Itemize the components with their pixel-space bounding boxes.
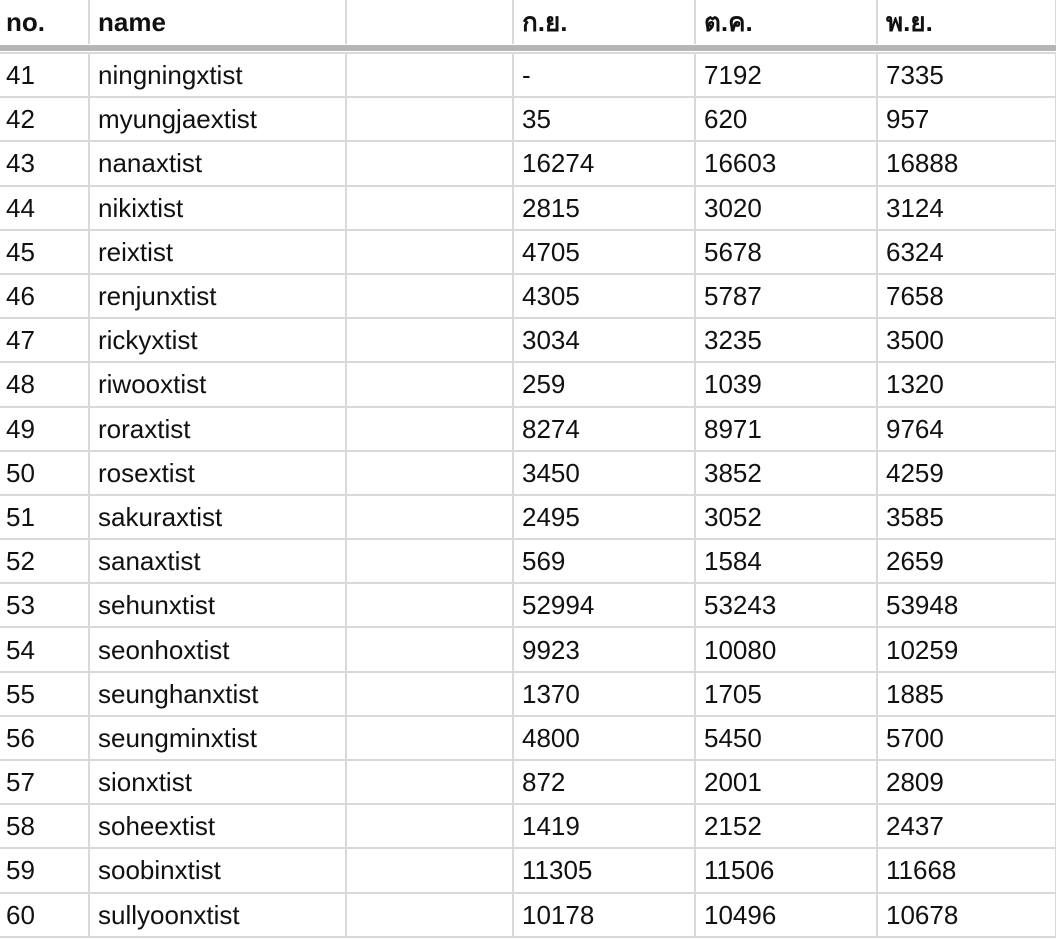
cell-name[interactable]: nanaxtist: [89, 141, 346, 185]
cell-november[interactable]: 3585: [877, 495, 1056, 539]
table-row: [0, 848, 1056, 892]
cell-october[interactable]: 1705: [695, 672, 877, 716]
cell-october[interactable]: 53243: [695, 583, 877, 627]
header-cell-blank[interactable]: [346, 0, 513, 44]
table-row: [0, 362, 1056, 406]
cell-october[interactable]: 8971: [695, 407, 877, 451]
cell-october[interactable]: 1039: [695, 362, 877, 406]
cell-november[interactable]: 16888: [877, 141, 1056, 185]
cell-no[interactable]: 44: [0, 186, 89, 230]
cell-name[interactable]: seonhoxtist: [89, 627, 346, 671]
cell-name[interactable]: sionxtist: [89, 760, 346, 804]
header-cell-november[interactable]: พ.ย.: [877, 0, 1056, 44]
cell-september[interactable]: 872: [513, 760, 695, 804]
cell-september[interactable]: 1419: [513, 804, 695, 848]
cell-name[interactable]: sanaxtist: [89, 539, 346, 583]
cell-no[interactable]: 49: [0, 407, 89, 451]
table-row: [0, 893, 1056, 937]
table-row: [0, 627, 1056, 671]
table-row: [0, 141, 1056, 185]
cell-september[interactable]: 10178: [513, 893, 695, 937]
cell-october[interactable]: 2152: [695, 804, 877, 848]
cell-name[interactable]: myungjaextist: [89, 97, 346, 141]
cell-no[interactable]: 50: [0, 451, 89, 495]
header-cell-name[interactable]: name: [89, 0, 346, 44]
cell-blank[interactable]: [346, 539, 513, 583]
table-row: [0, 186, 1056, 230]
cell-november[interactable]: 1320: [877, 362, 1056, 406]
cell-november[interactable]: 6324: [877, 230, 1056, 274]
cell-blank[interactable]: [346, 716, 513, 760]
cell-blank[interactable]: [346, 848, 513, 892]
header-cell-october[interactable]: ต.ค.: [695, 0, 877, 44]
cell-name[interactable]: roraxtist: [89, 407, 346, 451]
table-row: [0, 407, 1056, 451]
cell-blank[interactable]: [346, 451, 513, 495]
cell-october[interactable]: 620: [695, 97, 877, 141]
cell-september[interactable]: 35: [513, 97, 695, 141]
cell-october[interactable]: 11506: [695, 848, 877, 892]
cell-blank[interactable]: [346, 362, 513, 406]
cell-blank[interactable]: [346, 407, 513, 451]
cell-november[interactable]: 7335: [877, 54, 1056, 97]
frozen-row-divider[interactable]: [0, 44, 1056, 54]
cell-name[interactable]: sehunxtist: [89, 583, 346, 627]
cell-no[interactable]: 41: [0, 54, 89, 97]
table-row: [0, 54, 1056, 97]
table-row: [0, 97, 1056, 141]
cell-name[interactable]: soheextist: [89, 804, 346, 848]
header-cell-no[interactable]: no.: [0, 0, 89, 44]
cell-october[interactable]: 3052: [695, 495, 877, 539]
table-row: [0, 274, 1056, 318]
cell-no[interactable]: 53: [0, 583, 89, 627]
table-row: [0, 716, 1056, 760]
table-row: [0, 760, 1056, 804]
cell-no[interactable]: 42: [0, 97, 89, 141]
cell-september[interactable]: 2495: [513, 495, 695, 539]
cell-october[interactable]: 10080: [695, 627, 877, 671]
cell-november[interactable]: 1885: [877, 672, 1056, 716]
cell-october[interactable]: 2001: [695, 760, 877, 804]
cell-name[interactable]: sakuraxtist: [89, 495, 346, 539]
cell-november[interactable]: 10678: [877, 893, 1056, 937]
header-row: [0, 0, 1056, 44]
cell-september[interactable]: 11305: [513, 848, 695, 892]
cell-name[interactable]: nikixtist: [89, 186, 346, 230]
cell-november[interactable]: 957: [877, 97, 1056, 141]
cell-name[interactable]: reixtist: [89, 230, 346, 274]
cell-september[interactable]: 259: [513, 362, 695, 406]
cell-name[interactable]: ningningxtist: [89, 54, 346, 97]
cell-no[interactable]: 52: [0, 539, 89, 583]
cell-name[interactable]: rosextist: [89, 451, 346, 495]
table-row: [0, 539, 1056, 583]
cell-november[interactable]: 2437: [877, 804, 1056, 848]
cell-september[interactable]: 9923: [513, 627, 695, 671]
table-body: [0, 54, 1056, 937]
cell-name[interactable]: renjunxtist: [89, 274, 346, 318]
cell-september[interactable]: 52994: [513, 583, 695, 627]
cell-october[interactable]: 1584: [695, 539, 877, 583]
cell-name[interactable]: riwooxtist: [89, 362, 346, 406]
cell-september[interactable]: 4800: [513, 716, 695, 760]
cell-name[interactable]: rickyxtist: [89, 318, 346, 362]
cell-september[interactable]: -: [513, 54, 695, 97]
cell-no[interactable]: 43: [0, 141, 89, 185]
cell-november[interactable]: 3500: [877, 318, 1056, 362]
cell-no[interactable]: 57: [0, 760, 89, 804]
cell-blank[interactable]: [346, 186, 513, 230]
cell-october[interactable]: 10496: [695, 893, 877, 937]
cell-no[interactable]: 51: [0, 495, 89, 539]
cell-blank[interactable]: [346, 804, 513, 848]
cell-no[interactable]: 48: [0, 362, 89, 406]
cell-november[interactable]: 3124: [877, 186, 1056, 230]
cell-blank[interactable]: [346, 54, 513, 97]
cell-blank[interactable]: [346, 318, 513, 362]
table-row: [0, 230, 1056, 274]
cell-blank[interactable]: [346, 230, 513, 274]
cell-september[interactable]: 4305: [513, 274, 695, 318]
cell-no[interactable]: 54: [0, 627, 89, 671]
table-row: [0, 495, 1056, 539]
cell-blank[interactable]: [346, 627, 513, 671]
cell-october[interactable]: 3020: [695, 186, 877, 230]
cell-blank[interactable]: [346, 97, 513, 141]
cell-november[interactable]: 11668: [877, 848, 1056, 892]
cell-november[interactable]: 2809: [877, 760, 1056, 804]
cell-name[interactable]: seungminxtist: [89, 716, 346, 760]
cell-september[interactable]: 16274: [513, 141, 695, 185]
cell-blank[interactable]: [346, 583, 513, 627]
cell-november[interactable]: 53948: [877, 583, 1056, 627]
header-cell-september[interactable]: ก.ย.: [513, 0, 695, 44]
cell-blank[interactable]: [346, 274, 513, 318]
table-row: [0, 318, 1056, 362]
cell-no[interactable]: 45: [0, 230, 89, 274]
cell-blank[interactable]: [346, 760, 513, 804]
cell-no[interactable]: 47: [0, 318, 89, 362]
table-row: [0, 451, 1056, 495]
cell-no[interactable]: 58: [0, 804, 89, 848]
cell-november[interactable]: 2659: [877, 539, 1056, 583]
cell-october[interactable]: 16603: [695, 141, 877, 185]
cell-november[interactable]: 7658: [877, 274, 1056, 318]
table-row: [0, 583, 1056, 627]
cell-november[interactable]: 5700: [877, 716, 1056, 760]
cell-november[interactable]: 10259: [877, 627, 1056, 671]
cell-blank[interactable]: [346, 141, 513, 185]
cell-october[interactable]: 5450: [695, 716, 877, 760]
cell-name[interactable]: soobinxtist: [89, 848, 346, 892]
cell-november[interactable]: 4259: [877, 451, 1056, 495]
cell-october[interactable]: 3852: [695, 451, 877, 495]
cell-october[interactable]: 5678: [695, 230, 877, 274]
cell-september[interactable]: 569: [513, 539, 695, 583]
table-row: [0, 672, 1056, 716]
cell-september[interactable]: 4705: [513, 230, 695, 274]
cell-october[interactable]: 3235: [695, 318, 877, 362]
cell-october[interactable]: 7192: [695, 54, 877, 97]
cell-october[interactable]: 5787: [695, 274, 877, 318]
cell-september[interactable]: 2815: [513, 186, 695, 230]
cell-september[interactable]: 3450: [513, 451, 695, 495]
cell-no[interactable]: 46: [0, 274, 89, 318]
cell-september[interactable]: 1370: [513, 672, 695, 716]
cell-blank[interactable]: [346, 672, 513, 716]
cell-no[interactable]: 55: [0, 672, 89, 716]
cell-blank[interactable]: [346, 495, 513, 539]
cell-blank[interactable]: [346, 893, 513, 937]
cell-no[interactable]: 59: [0, 848, 89, 892]
table-row: [0, 804, 1056, 848]
cell-september[interactable]: 8274: [513, 407, 695, 451]
cell-september[interactable]: 3034: [513, 318, 695, 362]
cell-no[interactable]: 60: [0, 893, 89, 937]
cell-no[interactable]: 56: [0, 716, 89, 760]
cell-name[interactable]: sullyoonxtist: [89, 893, 346, 937]
cell-november[interactable]: 9764: [877, 407, 1056, 451]
cell-name[interactable]: seunghanxtist: [89, 672, 346, 716]
